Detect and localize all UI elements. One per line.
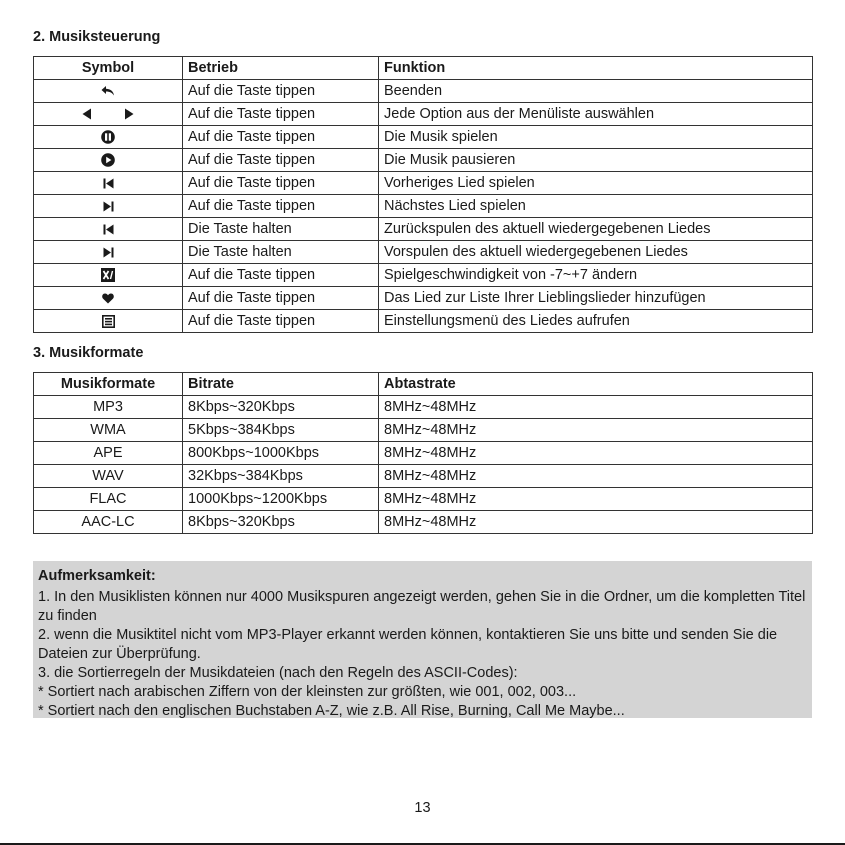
column-header-function: Funktion [379,57,813,80]
symbol-cell [34,241,183,264]
section-heading-controls: 2. Musiksteuerung [33,29,161,45]
function-cell: Das Lied zur Liste Ihrer Lieblingslieder hinzufügen [379,287,813,310]
table-row [34,195,813,218]
operation-cell: Auf die Taste tippen [183,149,379,172]
table-row [34,442,813,465]
table-row [34,287,813,310]
bitrate-cell: 5Kbps~384Kbps [183,419,379,442]
left-right-arrows-icon [82,108,134,120]
bitrate-cell: 800Kbps~1000Kbps [183,442,379,465]
column-header-symbol: Symbol [34,57,183,80]
notice-line: 2. wenn die Musiktitel nicht vom MP3-Player erkannt werden können, kontaktieren Sie uns bitte und senden Sie die Dateien zur Überprüfung. [38,627,778,662]
table-row [34,264,813,287]
skip-previous-icon [103,224,114,235]
table-row [34,465,813,488]
notice-title: Aufmerksamkeit: [38,568,156,584]
table-header-row [34,373,813,396]
format-cell: FLAC [34,488,183,511]
function-cell: Beenden [379,80,813,103]
function-cell: Spielgeschwindigkeit von -7~+7 ändern [379,264,813,287]
bitrate-cell: 8Kbps~320Kbps [183,511,379,534]
operation-cell: Die Taste halten [183,218,379,241]
formats-table [33,372,813,534]
notice-line: 3. die Sortierregeln der Musikdateien (nach den Regeln des ASCII-Codes): [38,665,518,681]
table-row [34,126,813,149]
column-header-operation: Betrieb [183,57,379,80]
bitrate-cell: 32Kbps~384Kbps [183,465,379,488]
symbol-cell [34,126,183,149]
format-cell: WMA [34,419,183,442]
notice-box [33,561,812,718]
notice-line: * Sortiert nach arabischen Ziffern von der kleinsten zur größten, wie 001, 002, 003... [38,684,577,700]
operation-cell: Die Taste halten [183,241,379,264]
samplerate-cell: 8MHz~48MHz [379,488,813,511]
column-header-format: Musikformate [34,373,183,396]
symbol-cell [34,195,183,218]
table-row [34,396,813,419]
symbol-cell [34,149,183,172]
notice-line: * Sortiert nach den englischen Buchstaben A-Z, wie z.B. All Rise, Burning, Call Me Maybe... [38,703,625,719]
function-cell: Vorspulen des aktuell wiedergegebenen Liedes [379,241,813,264]
table-row [34,103,813,126]
speed-icon [101,268,115,282]
notice-line: 1. In den Musiklisten können nur 4000 Musikspuren angezeigt werden, gehen Sie in die Ordner, um die kompletten Titel zu finden [38,589,806,624]
table-row [34,218,813,241]
operation-cell: Auf die Taste tippen [183,172,379,195]
format-cell: WAV [34,465,183,488]
pause-circle-icon [101,130,115,144]
function-cell: Zurückspulen des aktuell wiedergegebenen Liedes [379,218,813,241]
menu-list-icon [102,315,115,328]
function-cell: Nächstes Lied spielen [379,195,813,218]
symbol-cell [34,80,183,103]
symbol-cell [34,172,183,195]
function-cell: Jede Option aus der Menüliste auswählen [379,103,813,126]
format-cell: AAC-LC [34,511,183,534]
operation-cell: Auf die Taste tippen [183,80,379,103]
format-cell: MP3 [34,396,183,419]
function-cell: Vorheriges Lied spielen [379,172,813,195]
bitrate-cell: 1000Kbps~1200Kbps [183,488,379,511]
skip-next-icon [103,247,114,258]
samplerate-cell: 8MHz~48MHz [379,465,813,488]
function-cell: Einstellungsmenü des Liedes aufrufen [379,310,813,333]
function-cell: Die Musik pausieren [379,149,813,172]
samplerate-cell: 8MHz~48MHz [379,419,813,442]
table-header-row [34,57,813,80]
controls-table [33,56,813,333]
operation-cell: Auf die Taste tippen [183,264,379,287]
function-cell: Die Musik spielen [379,126,813,149]
table-row [34,488,813,511]
table-row [34,241,813,264]
symbol-cell [34,287,183,310]
samplerate-cell: 8MHz~48MHz [379,396,813,419]
table-row [34,310,813,333]
symbol-cell [34,264,183,287]
table-row [34,419,813,442]
symbol-cell [34,218,183,241]
column-header-samplerate: Abtastrate [379,373,813,396]
symbol-cell [34,103,183,126]
back-arrow-icon [101,85,115,97]
play-circle-icon [101,153,115,167]
operation-cell: Auf die Taste tippen [183,126,379,149]
operation-cell: Auf die Taste tippen [183,103,379,126]
operation-cell: Auf die Taste tippen [183,287,379,310]
table-row [34,149,813,172]
section-heading-formats: 3. Musikformate [33,345,144,361]
table-row [34,80,813,103]
format-cell: APE [34,442,183,465]
symbol-cell [34,310,183,333]
operation-cell: Auf die Taste tippen [183,310,379,333]
skip-next-icon [103,201,114,212]
bitrate-cell: 8Kbps~320Kbps [183,396,379,419]
table-row [34,172,813,195]
column-header-bitrate: Bitrate [183,373,379,396]
skip-previous-icon [103,178,114,189]
page-number: 13 [414,800,431,816]
heart-icon [102,293,114,304]
samplerate-cell: 8MHz~48MHz [379,511,813,534]
operation-cell: Auf die Taste tippen [183,195,379,218]
table-row [34,511,813,534]
samplerate-cell: 8MHz~48MHz [379,442,813,465]
